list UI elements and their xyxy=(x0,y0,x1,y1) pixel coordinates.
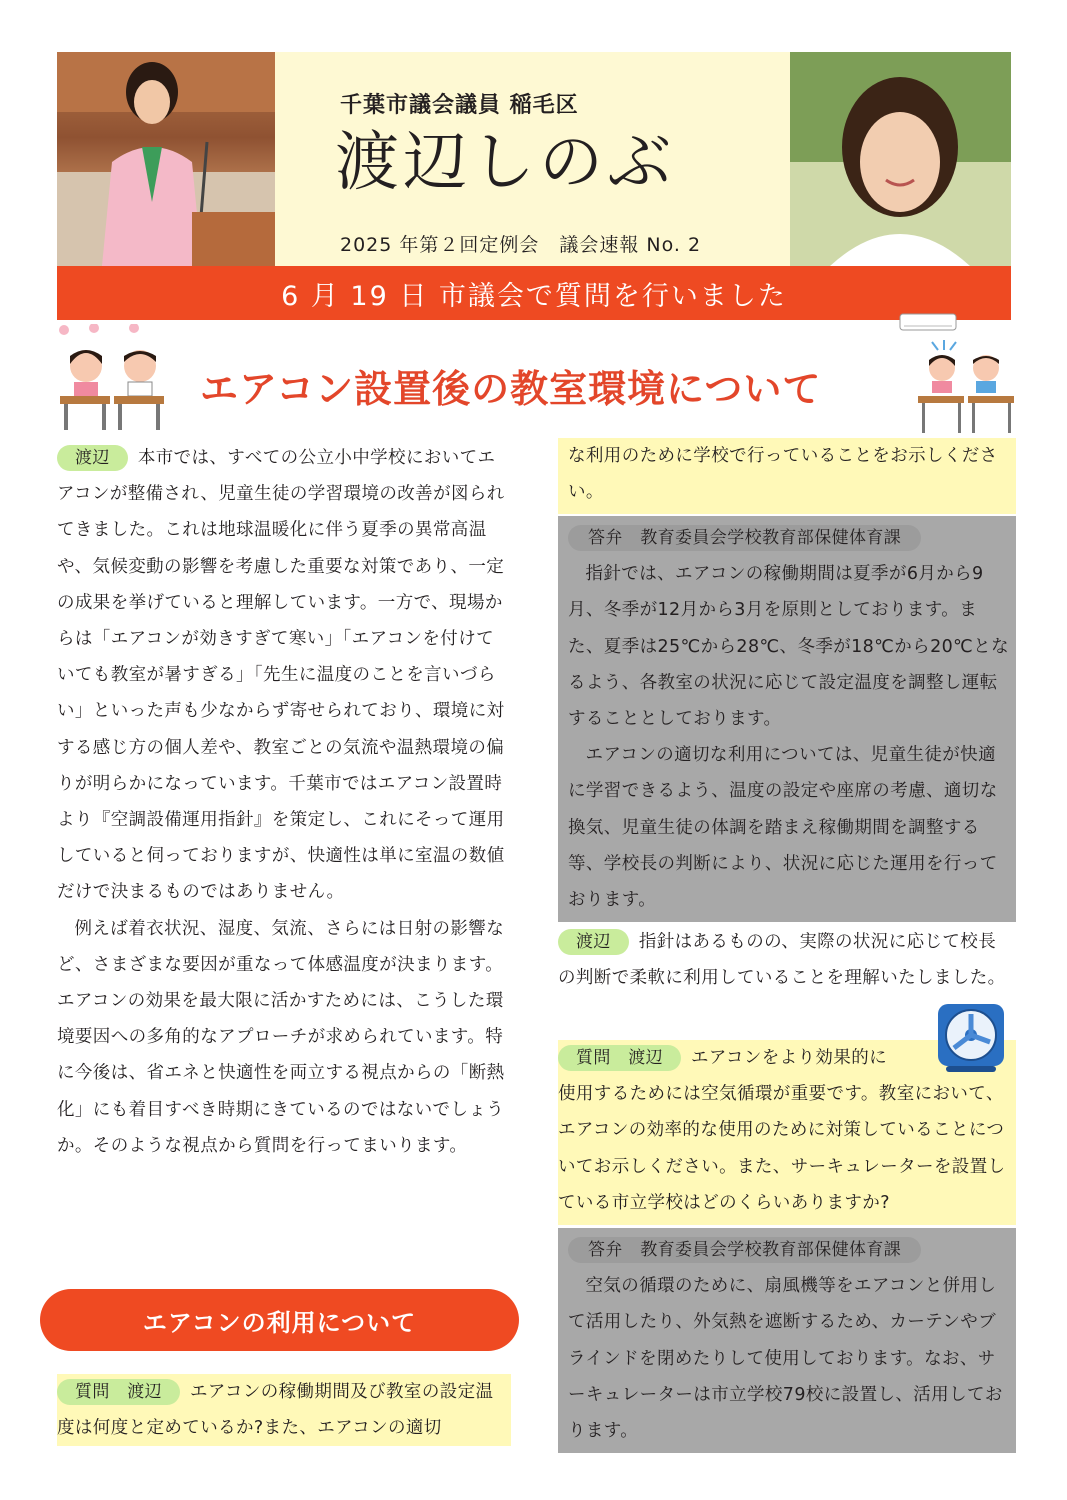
second-paragraph: 例えば着衣状況、湿度、気流、さらには日射の影響など、さまざまな要因が重なって体感温度が決まります。エアコンの効果を最大限に活かすためには、こうした環境要因への多角的なアプローチが求められています。特に今後は、省エネと快適性を両立する視点からの「断熱化」にも着目すべき時期にきているのではないでしょうか。そのような視点から質問を行ってまいります。 xyxy=(57,918,505,1156)
answer-1-para2: エアコンの適切な利用については、児童生徒が快適に学習できるよう、温度の設定や座席の考慮、適切な換気、児童生徒の体調を踏まえ稼働期間を調整する等、学校長の判断により、状況に応じた運用を行っております。 xyxy=(568,745,998,911)
councillor-name: 渡辺しのぶ xyxy=(335,126,675,200)
answer-1-box xyxy=(558,516,1016,922)
question-2-text-first: エアコンをより効果的に xyxy=(691,1048,888,1068)
answer-speaker-badge: 答弁 教育委員会学校教育部保健体育課 xyxy=(568,525,921,551)
photo-portrait xyxy=(790,52,1011,266)
answer-2-box xyxy=(558,1228,1016,1453)
issue-line: 2025 年第２回定例会 議会速報 No. 2 xyxy=(340,234,702,256)
speaker-badge: 渡辺 xyxy=(558,929,629,955)
left-column xyxy=(57,440,507,1164)
answer-speaker-badge: 答弁 教育委員会学校教育部保健体育課 xyxy=(568,1237,921,1263)
question-1-continued-text: な利用のために学校で行っていることをお示しください。 xyxy=(568,446,998,503)
section-title: エアコンの利用について xyxy=(40,1289,519,1351)
answer-2-text: 空気の循環のために、扇風機等をエアコンと併用して活用したり、外気熱を遮断するため、カーテンやブラインドを閉めたりして使用しております。なお、サーキュレーターは市立学校79校に設置し、活用しております。 xyxy=(568,1276,1003,1442)
main-heading: エアコン設置後の教室環境について xyxy=(200,367,822,411)
circulator-fan-icon xyxy=(934,1000,1014,1074)
intro-text: 本市では、すべての公立小中学校においてエアコンが整備され、児童生徒の学習環境の改善が図られてきました。これは地球温暖化に伴う夏季の異常高温や、気候変動の影響を考慮した重要な対策であり、一定の成果を挙げていると理解しています。一方で、現場からは「エアコンが効きすぎて寒い」「エアコンを付けていても教室が暑すぎる」「先生に温度のことを言いづらい」といった声も少なからず寄せられており、環境に対する感じ方の個人差や、教室ごとの気流や温熱環境の偏りが明らかになっています。千葉市ではエアコン設置時より『空調設備運用指針』を策定し、これにそって運用していると伺っておりますが、快適性は単に室温の数値だけで決まるものではありません。 xyxy=(57,448,505,903)
intro-paragraph xyxy=(57,440,507,911)
question-speaker-badge: 質問 渡辺 xyxy=(57,1379,180,1405)
photo-speaking-at-podium xyxy=(57,52,275,266)
answer-1-para1: 指針では、エアコンの稼働期間は夏季が6月から9月、冬季が12月から3月を原則としております。また、夏季は25℃から28℃、冬季が18℃から20℃となるよう、各教室の状況に応じて設定温度を調整し運転することとしております。 xyxy=(568,564,1009,730)
question-1-continued-box xyxy=(558,438,1016,514)
response-1-text: 指針はあるものの、実際の状況に応じて校長の判断で柔軟に利用していることを理解いたしました。 xyxy=(558,932,1006,989)
speaker-badge: 渡辺 xyxy=(57,445,128,471)
question-speaker-badge: 質問 渡辺 xyxy=(558,1045,681,1071)
question-1-text: エアコンの稼働期間及び教室の設定温度は何度と定めているか?また、エアコンの適切 xyxy=(57,1382,494,1439)
affiliation-text: 千葉市議会議員 稲毛区 xyxy=(340,93,579,118)
question-1-box xyxy=(57,1374,511,1446)
question-2-text-rest: 使用するためには空気循環が重要です。教室において、エアコンの効率的な使用のために対策していることについてお示しください。また、サーキュレーターを設置している市立学校はどのくらいありますか? xyxy=(558,1084,1006,1213)
response-1 xyxy=(558,924,1016,996)
date-banner: 6 月 19 日 市議会で質問を行いました xyxy=(57,266,1011,320)
students-hot-illustration xyxy=(52,324,172,432)
air-conditioner-icon xyxy=(898,312,958,336)
students-cool-illustration xyxy=(912,340,1024,436)
